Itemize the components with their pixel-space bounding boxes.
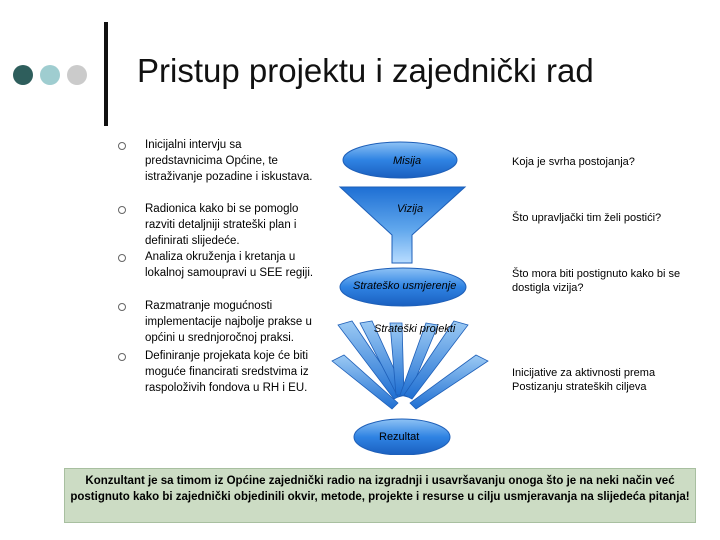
strategy-diagram	[330, 125, 510, 455]
bullet-icon	[118, 206, 126, 214]
bullet-item	[118, 201, 318, 249]
bullet-text: Radionica kako bi se pomoglo razviti detaljniji strateški plan i definirati slijedeće.	[145, 203, 299, 247]
misija-label: Misija	[393, 155, 422, 167]
decor-dot-light	[67, 65, 87, 85]
bullet-text: Definiranje projekata koje će biti moguće financirati sredstvima iz raspoloživih fondova u RH i EU.	[145, 350, 309, 394]
rezultat-label: Rezultat	[379, 431, 420, 443]
decor-dot-dark	[13, 65, 33, 85]
question-vizija: Što upravljački tim želi postići?	[512, 212, 662, 224]
question-projekti: Inicijative za aktivnosti prema Postizanju strateških ciljeva	[512, 367, 656, 393]
bullet-list	[118, 137, 318, 412]
bullet-text: Inicijalni intervju sa predstavnicima Općine, te istraživanje pozadine i iskustava.	[145, 139, 313, 183]
bullet-icon	[118, 254, 126, 262]
vizija-label: Vizija	[397, 203, 424, 215]
bullet-text: Analiza okruženja i kretanja u lokalnoj samoupravi u SEE regiji.	[145, 251, 314, 279]
title-divider	[104, 22, 108, 126]
stratesko-label: Strateško usmjerenje	[353, 280, 457, 292]
bullet-icon	[118, 353, 126, 361]
decor-dot-mid	[40, 65, 60, 85]
bullet-text: Razmatranje mogućnosti implementacije najbolje prakse u općini u srednjoročnoj praksi.	[145, 300, 312, 344]
funnel-shape	[340, 187, 465, 263]
slide-title: Pristup projektu i zajednički rad	[137, 52, 594, 89]
summary-banner: Konzultant je sa timom iz Općine zajednički radio na izgradnji i usavršavanju onoga što je na neki način već postignuto kako bi zajednički objedinili okvir, metode, projekte i resurse u cilju usmjeravanja na slijedeća pitanja!	[64, 468, 696, 523]
bullet-icon	[118, 142, 126, 150]
bullet-item	[118, 298, 318, 348]
bullet-item	[118, 348, 318, 412]
projekti-label: Strateški projekti	[374, 323, 456, 335]
question-stratesko: Što mora biti postignuto kako bi se dostigla vizija?	[512, 268, 681, 294]
bullet-icon	[118, 303, 126, 311]
question-misija: Koja je svrha postojanja?	[512, 156, 635, 168]
bullet-item	[118, 249, 318, 298]
bullet-item	[118, 137, 318, 201]
